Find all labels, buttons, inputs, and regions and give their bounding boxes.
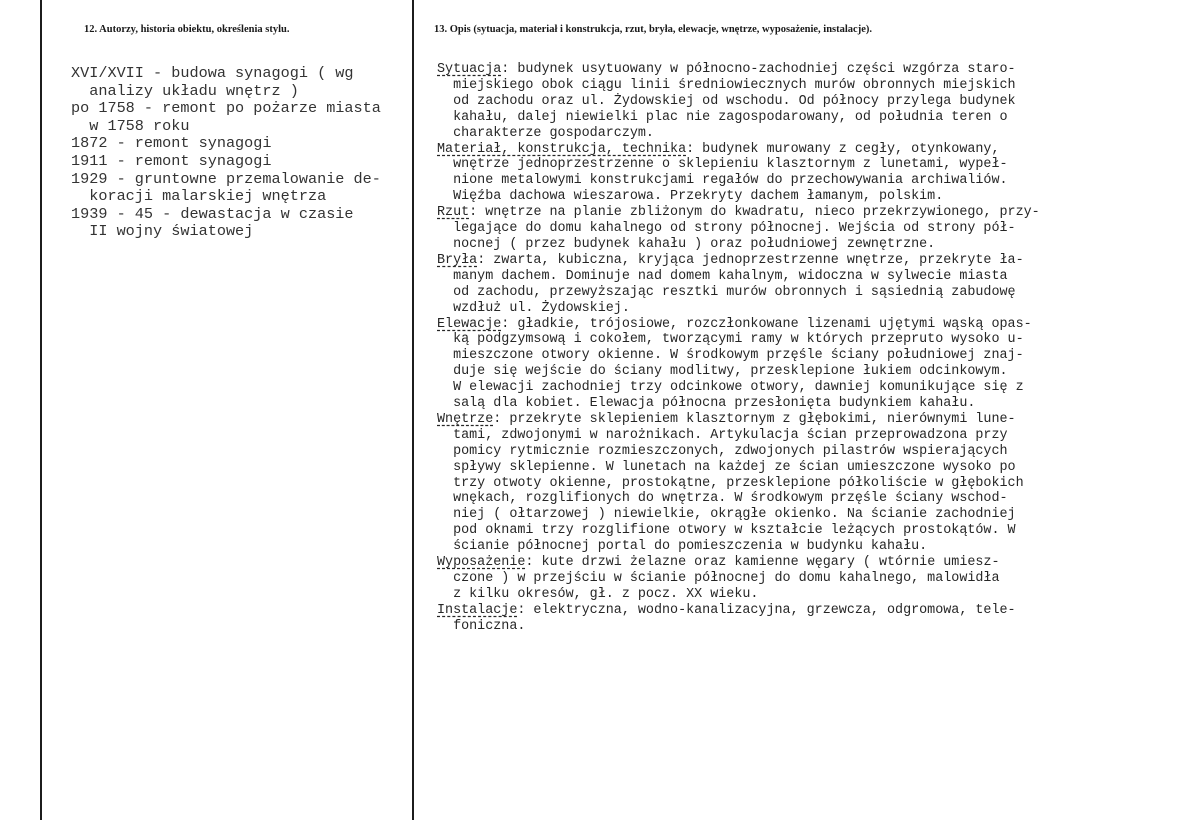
section-line: duje się wejście do ściany modlitwy, przesklepione łukiem odcinkowym. [437, 364, 1008, 380]
section-12-header: 12. Autorzy, historia obiektu, określenia stylu. [84, 24, 290, 35]
section-line: niej ( ołtarzowej ) niewielkie, okrągłe okienko. Na ścianie zachodniej [437, 507, 1016, 523]
section-text: : budynek usytuowany w północno-zachodniej części wzgórza staro- [501, 62, 1016, 77]
history-line: II wojny światowej [71, 222, 254, 241]
section-line: charakterze gospodarczym. [437, 125, 654, 141]
section-sytuacja [437, 62, 1189, 142]
section-line: manym dachem. Dominuje nad domem kahalnym, widoczna w sylwecie miasta [437, 268, 1008, 284]
section-line: salą dla kobiet. Elewacja północna przesłonięta budynkiem kahału. [437, 396, 976, 412]
section-material [437, 142, 1189, 206]
section-line: kahału, dalej niewielki plac nie zagospodarowany, od południa teren o [437, 109, 1008, 125]
column-divider-line [412, 0, 414, 820]
section-heading: Elewacje [437, 316, 502, 332]
section-text: : wnętrze na planie zbliżonym do kwadratu, nieco przekrzywionego, przy- [469, 205, 1040, 221]
history-column [71, 65, 409, 241]
section-text: : przekryte sklepieniem klasztornym z głębokimi, nierównymi lune- [493, 411, 1016, 427]
section-heading: Rzut [437, 205, 470, 221]
section-heading: Wnętrze [437, 411, 494, 427]
section-line: czone ) w przejściu w ścianie północnej do domu kahalnego, malowidła [437, 571, 1000, 586]
section-line: Więźba dachowa wieszarowa. Przekryty dachem łamanym, polskim. [437, 189, 944, 205]
section-line: spływy sklepienne. W lunetach na każdej ze ścian umieszczone wysoko po [437, 459, 1016, 475]
history-line: 1872 - remont synagogi [71, 134, 272, 153]
section-line: ką podgzymsową i cokołem, tworzącymi ramy w których przepruto wysoko u- [437, 332, 1024, 348]
history-line: 1929 - gruntowne przemalowanie de- [71, 169, 381, 188]
section-text: : gładkie, trójosiowe, rozczłonkowane lizenami ujętymi wąską opas- [501, 316, 1032, 332]
left-margin-line [40, 0, 42, 820]
section-text: : kute drzwi żelazne oraz kamienne węgary ( wtórnie umiesz- [525, 555, 1000, 571]
section-heading: Wyposażenie [437, 555, 526, 571]
section-line: nocnej ( przez budynek kahału ) oraz południowej zewnętrzne. [437, 236, 936, 252]
section-line: pomicy rytmicznie rozmieszczonych, zdwojonych pilastrów wspierających [437, 443, 1008, 459]
section-line: nione metalowymi konstrukcjami regałów do przechowywania archiwaliów. [437, 173, 1008, 189]
section-line: foniczna. [437, 618, 526, 634]
section-text: : zwarta, kubiczna, kryjąca jednoprzestrzenne wnętrze, przekryte ła- [477, 252, 1024, 268]
section-instalacje [437, 603, 1189, 635]
section-heading: Bryła [437, 252, 478, 268]
section-heading: Materiał, konstrukcja, technika [437, 141, 687, 157]
section-line: pod oknami trzy rozglifione otwory w kształcie leżących prostokątów. W [437, 523, 1016, 539]
section-line: wzdłuż ul. Żydowskiej. [437, 300, 630, 316]
section-wyposazenie [437, 555, 1189, 603]
history-line: 1911 - remont synagogi [71, 151, 272, 170]
section-line: trzy otwoty okienne, prostokątne, przesklepione półkoliście w głębokich [437, 475, 1024, 491]
section-line: ścianie północnej portal do pomieszczenia w budynku kahału. [437, 539, 928, 555]
section-line: mieszczone otwory okienne. W środkowym przęśle ściany południowej znaj- [437, 348, 1024, 364]
history-line: XVI/XVII - budowa synagogi ( wg [71, 64, 354, 82]
section-line: od zachodu, przewyższając resztki murów obronnych i sąsiednią zabudowę [437, 284, 1016, 300]
section-13-header: 13. Opis (sytuacja, materiał i konstrukcja, rzut, bryła, elewacje, wnętrze, wyposażenie, instalacje). [434, 24, 873, 35]
section-line: legające do domu kahalnego od strony północnej. Wejścia od strony pół- [437, 221, 1016, 237]
section-rzut [437, 205, 1189, 253]
section-elewacje [437, 317, 1189, 412]
section-line: od zachodu oraz ul. Żydowskiej od wschodu. Od północy przylega budynek [437, 93, 1016, 109]
history-line: po 1758 - remont po pożarze miasta [71, 99, 381, 118]
section-heading: Instalacje [437, 602, 518, 618]
section-wnetrze [437, 412, 1189, 555]
history-line: w 1758 roku [71, 116, 190, 135]
section-line: miejskiego obok ciągu linii średniowiecznych murów obronnych miejskich [437, 77, 1016, 93]
section-text: : elektryczna, wodno-kanalizacyjna, grzewcza, odgromowa, tele- [517, 602, 1016, 618]
section-line: wnętrze jednoprzestrzenne o sklepieniu klasztornym z lunetami, wypeł- [437, 157, 1008, 173]
history-line: 1939 - 45 - dewastacja w czasie [71, 204, 354, 223]
section-line: W elewacji zachodniej trzy odcinkowe otwory, dawniej komunikujące się z [437, 380, 1024, 396]
history-line: koracji malarskiej wnętrza [71, 187, 327, 206]
description-column [437, 62, 1189, 635]
section-line: wnękach, rozglifionych do wnętrza. W środkowym przęśle ściany wschod- [437, 491, 1008, 507]
history-line: analizy układu wnętrz ) [71, 81, 299, 100]
section-line: z kilku okresów, gł. z pocz. XX wieku. [437, 586, 759, 602]
section-line: tami, zdwojonymi w narożnikach. Artykulacja ścian przeprowadzona przy [437, 427, 1008, 443]
section-bryla [437, 253, 1189, 317]
section-heading: Sytuacja [437, 62, 502, 77]
section-text: : budynek murowany z cegły, otynkowany, [686, 141, 1000, 157]
